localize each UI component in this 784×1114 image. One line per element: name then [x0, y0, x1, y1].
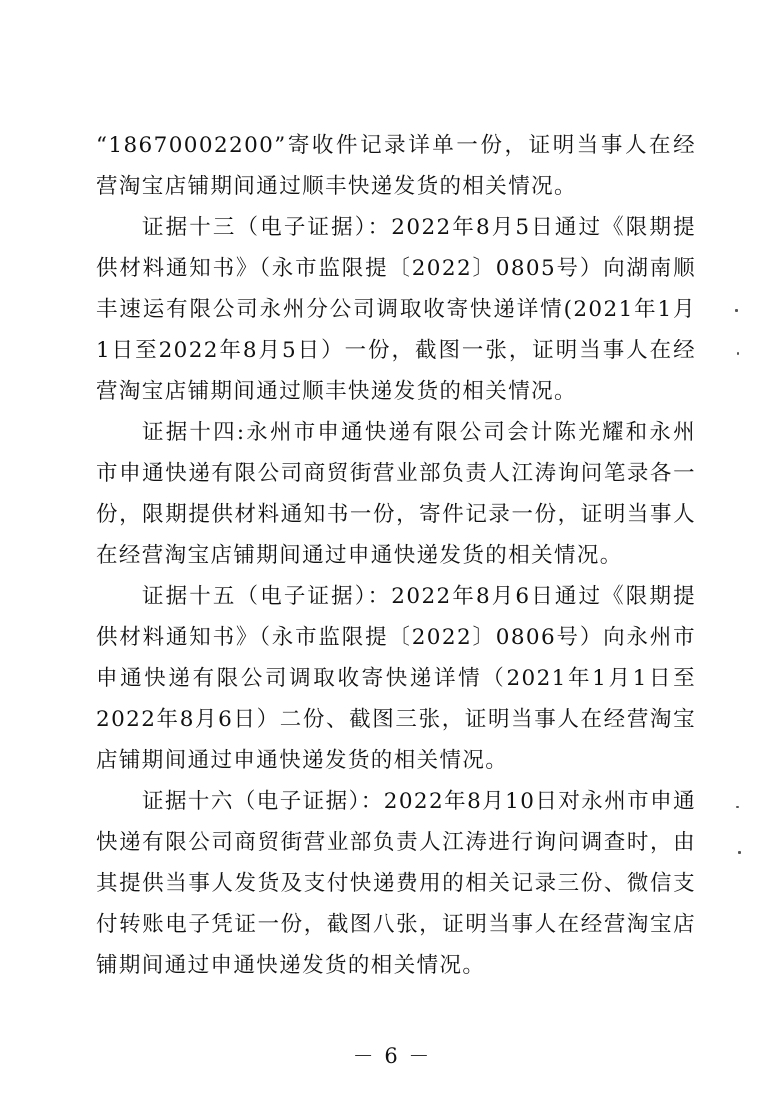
paragraph-continuation: “18670002200”寄收件记录详单一份，证明当事人在经营淘宝店铺期间通过顺丰快递发货的相关情况。	[96, 133, 696, 199]
paragraph-evidence-13: 证据十三（电子证据）：2022年8月5日通过《限期提供材料通知书》（永市监限提〔2022〕0805号）向湖南顺丰速运有限公司永州分公司调取收寄快递详情(2021年1月1日至2022年8月5日）一份，截图一张，证明当事人在经营淘宝店铺期间通过顺丰快递发货的相关情况。	[96, 215, 696, 404]
document-body	[96, 125, 696, 986]
paragraph-evidence-15: 证据十五（电子证据）：2022年8月6日通过《限期提供材料通知书》（永市监限提〔2022〕0806号）向永州市申通快递有限公司调取收寄快递详情（2021年1月1日至2022年8月6日）二份、截图三张，证明当事人在经营淘宝店铺期间通过申通快递发货的相关情况。	[96, 584, 696, 773]
scan-mark	[735, 309, 738, 312]
paragraph-evidence-16: 证据十六（电子证据）：2022年8月10日对永州市申通快递有限公司商贸街营业部负责人江涛进行询问调查时，由其提供当事人发货及支付快递费用的相关记录三份、微信支付转账电子凭证一份，截图八张，证明当事人在经营淘宝店铺期间通过申通快递发货的相关情况。	[96, 789, 696, 978]
scan-mark	[736, 806, 739, 808]
page-number: － 6 －	[352, 1044, 432, 1068]
scan-mark	[737, 352, 739, 355]
paragraph-evidence-14: 证据十四:永州市申通快递有限公司会计陈光耀和永州市申通快递有限公司商贸街营业部负责人江涛询问笔录各一份，限期提供材料通知书一份，寄件记录一份，证明当事人在经营淘宝店铺期间通过申通快递发货的相关情况。	[96, 420, 696, 568]
scan-mark	[738, 851, 741, 854]
